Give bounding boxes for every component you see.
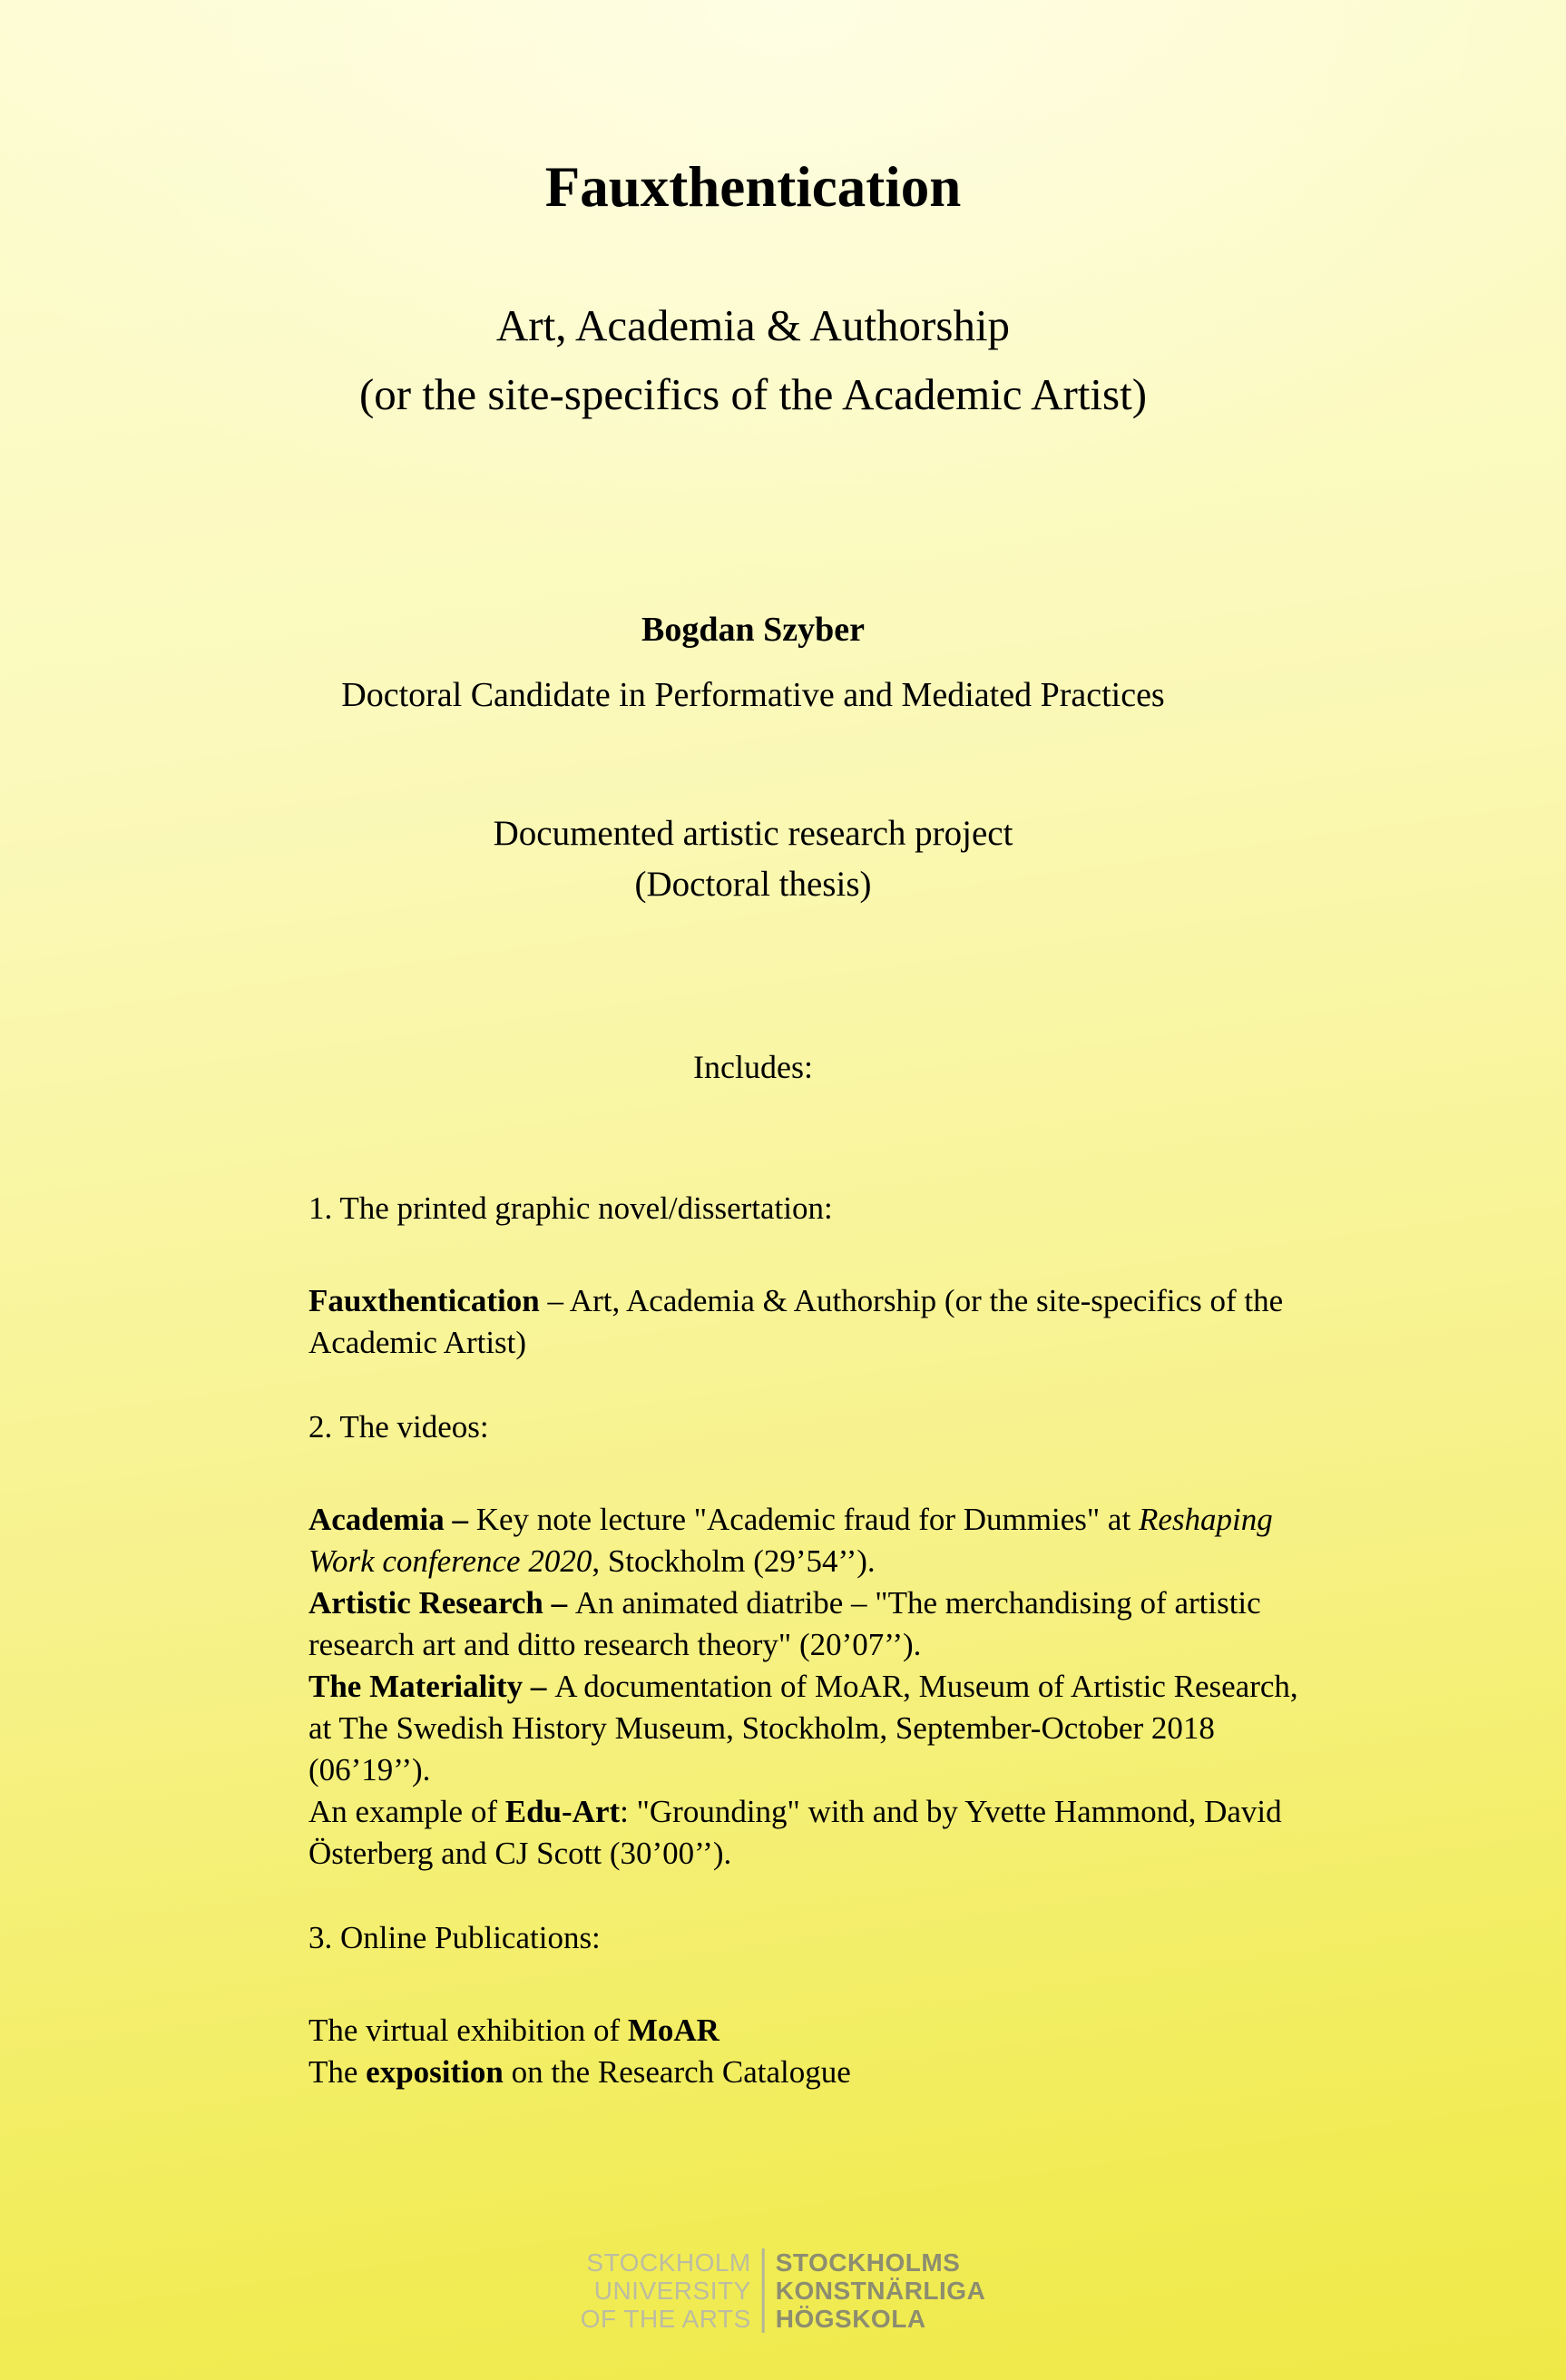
video-text: An animated diatribe – "The merchandising of artistic research art and ditto research theory" (20’07’’). <box>308 1585 1261 1663</box>
university-logo <box>581 2248 986 2333</box>
video-text: An example of <box>308 1794 505 1830</box>
author-name: Bogdan Szyber <box>641 611 865 650</box>
subtitle-line2: (or the site-specifics of the Academic Artist) <box>358 369 1148 420</box>
author-role: Doctoral Candidate in Performative and Mediated Practices <box>341 676 1165 715</box>
project-description <box>0 808 1506 910</box>
publication-text: The virtual exhibition of <box>308 2013 628 2049</box>
item1-body <box>308 1280 1299 1364</box>
subtitle <box>0 291 1506 429</box>
video-bold-label: Academia – <box>308 1502 476 1538</box>
project-line1: Documented artistic research project <box>493 814 1013 854</box>
video-bold-label: Edu-Art <box>504 1794 621 1830</box>
logo-left-line: STOCKHOLM <box>586 2248 751 2277</box>
video-text: Key note lecture "Academic fraud for Dummies" at <box>475 1502 1139 1538</box>
logo-divider <box>762 2248 765 2333</box>
video-text: : "Grounding" with and by Yvette Hammond, David Österberg and CJ Scott (30’00’’). <box>308 1794 1282 1872</box>
project-line2: (Doctoral thesis) <box>634 865 872 905</box>
item2-heading: 2. The videos: <box>308 1409 489 1445</box>
video-entry-academia <box>308 1499 1299 1582</box>
item3-heading: 3. Online Publications: <box>308 1920 601 1956</box>
publication-entry-moar <box>308 2010 1299 2052</box>
subtitle-line1: Art, Academia & Authorship <box>495 300 1011 351</box>
logo-left-line: UNIVERSITY <box>593 2277 751 2305</box>
logo-right-line: HÖGSKOLA <box>775 2305 926 2333</box>
video-bold-label: The Materiality – <box>308 1669 555 1705</box>
video-bold-label: Artistic Research – <box>308 1585 575 1621</box>
item1-heading: 1. The printed graphic novel/dissertation: <box>308 1190 833 1227</box>
logo-left-line: OF THE ARTS <box>580 2305 751 2333</box>
video-text: A documentation of MoAR, Museum of Artistic Research, at The Swedish History Museum, Stockholm, September-October 2018 (06’19’’). <box>308 1669 1298 1788</box>
page-title: Fauxthentication <box>544 155 962 219</box>
contents-list <box>308 1188 1299 2093</box>
item1-bold-title: Fauxthentication <box>308 1283 540 1319</box>
logo-right-text <box>776 2248 986 2333</box>
video-italic-text: Reshaping Work conference 2020 <box>308 1502 1273 1580</box>
logo-right-line: STOCKHOLMS <box>775 2248 961 2277</box>
includes-label: Includes: <box>693 1049 813 1086</box>
video-entry-edu-art <box>308 1791 1299 1875</box>
logo-left-text <box>581 2248 751 2333</box>
publication-entry-exposition <box>308 2052 1299 2093</box>
logo-right-line: KONSTNÄRLIGA <box>775 2277 986 2305</box>
publication-bold-label: MoAR <box>627 2013 719 2049</box>
video-entry-the-materiality <box>308 1666 1299 1791</box>
publication-text: on the Research Catalogue <box>503 2054 851 2091</box>
item1-rest-text: – Art, Academia & Authorship (or the site-specifics of the Academic Artist) <box>308 1283 1284 1361</box>
publication-text: The <box>308 2054 367 2091</box>
publication-bold-label: exposition <box>366 2054 504 2091</box>
video-entry-artistic-research <box>308 1582 1299 1666</box>
videos-list <box>308 1499 1299 1875</box>
publications-list <box>308 2010 1299 2093</box>
video-text: , Stockholm (29’54’’). <box>592 1543 876 1580</box>
